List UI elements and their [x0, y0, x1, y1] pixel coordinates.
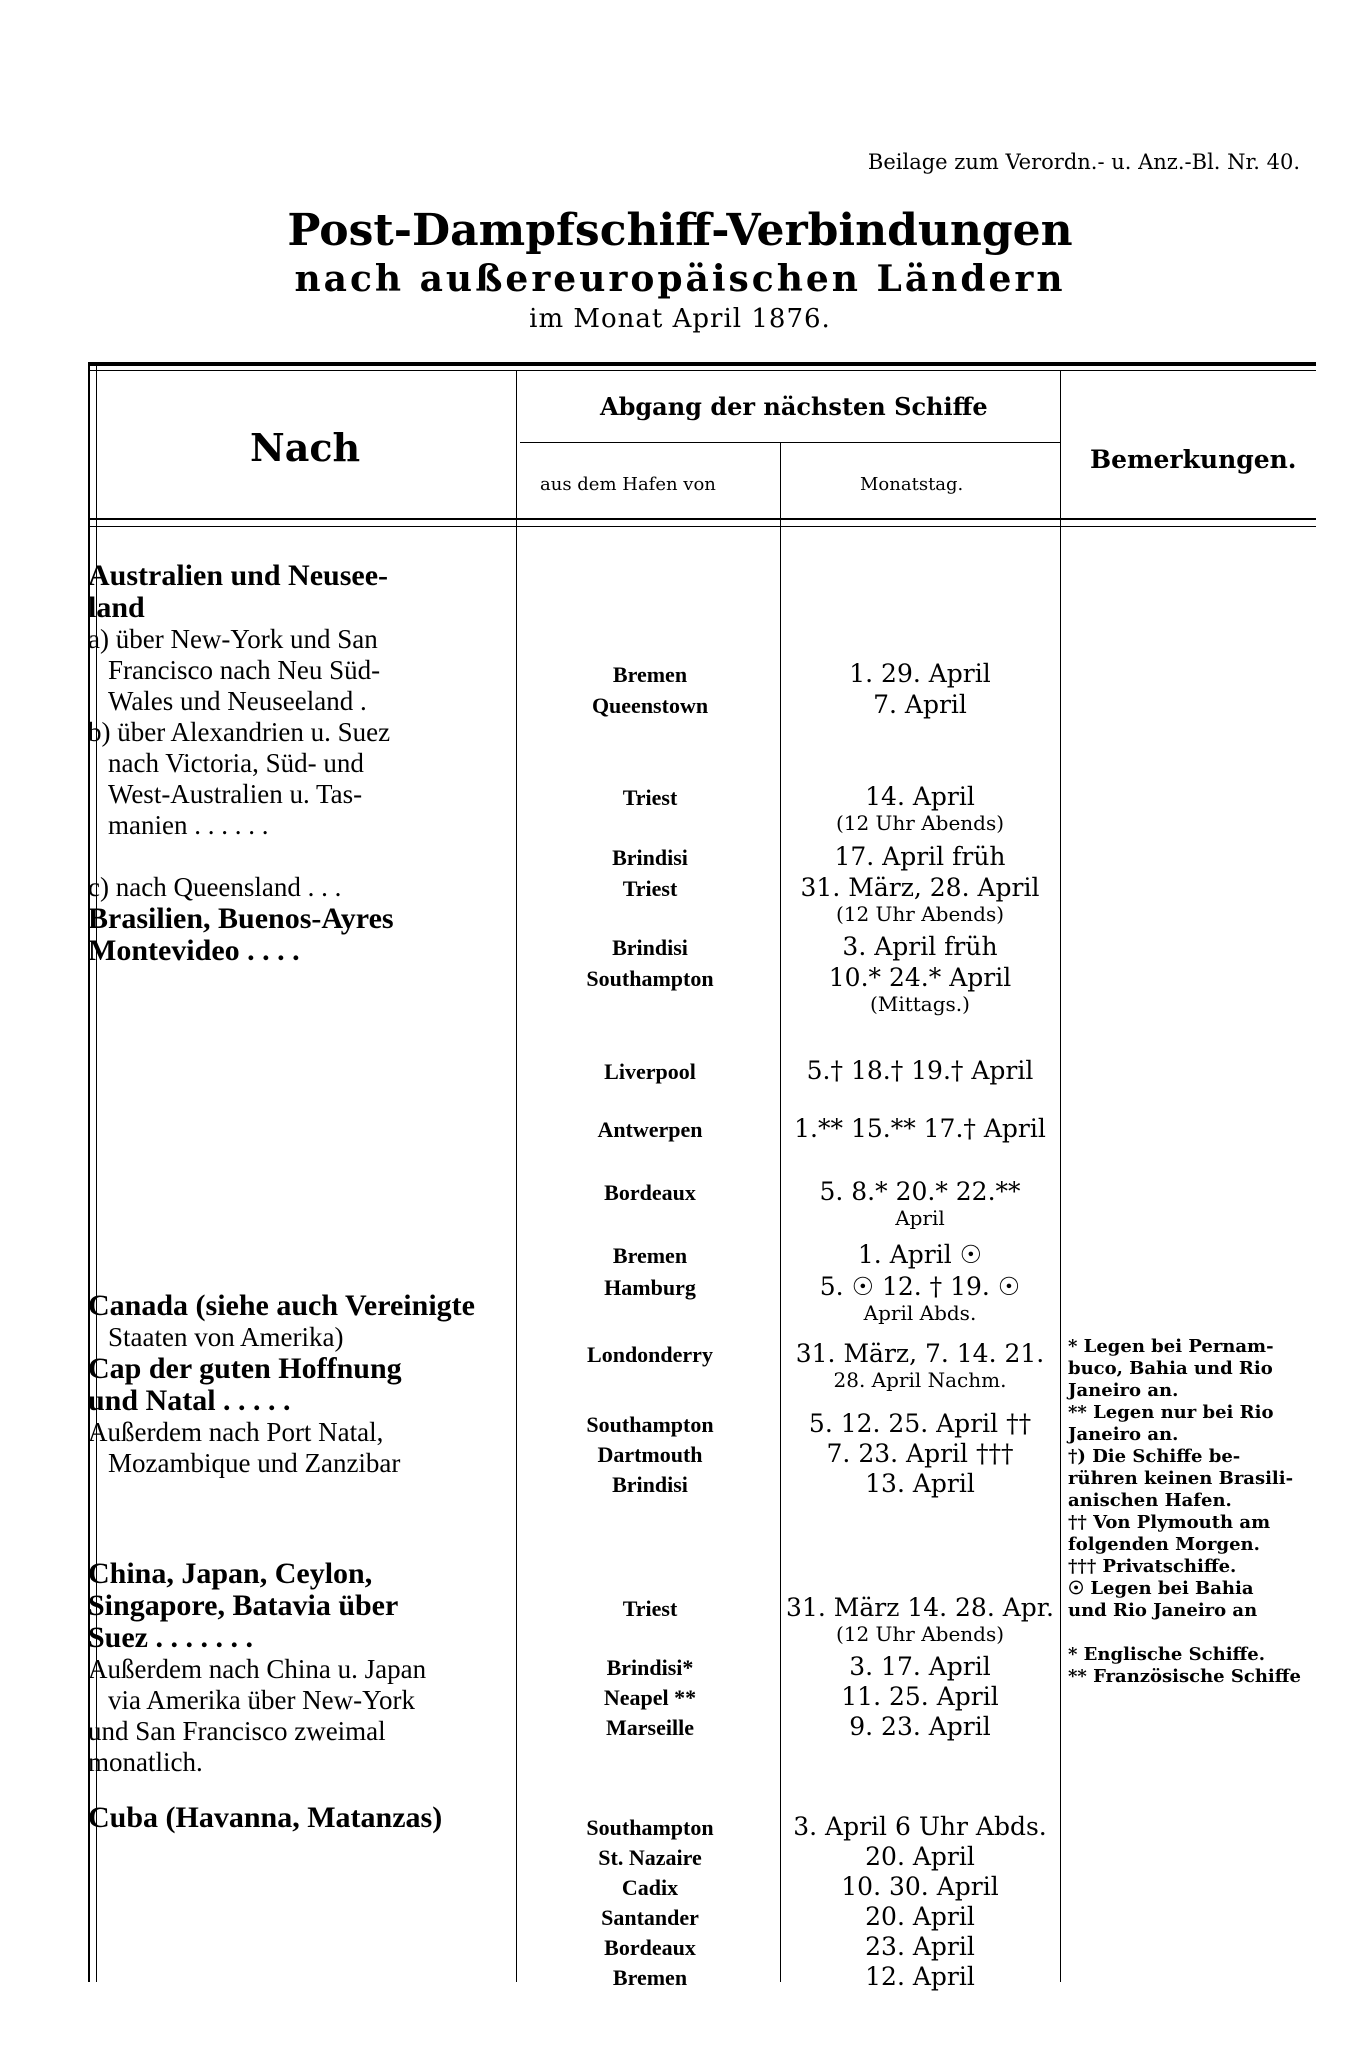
departure-day-note: (12 Uhr Abends): [835, 902, 1005, 926]
departure-day-text: 1. 29. April: [849, 659, 991, 688]
departure-port: Santander: [601, 1905, 699, 1930]
departure-day: [780, 1114, 1060, 1143]
remark-line: ** Legen nur bei Rio: [1068, 1402, 1274, 1423]
destination-line: Singapore, Batavia über: [88, 1589, 399, 1622]
column-divider-3: [1060, 370, 1061, 1982]
destination-line: und San Francisco zweimal: [88, 1716, 386, 1746]
departure-day: [780, 1932, 1060, 1961]
departure-day: [780, 659, 1060, 688]
departure-port: Bordeaux: [604, 1180, 696, 1205]
departure-day: [780, 842, 1060, 871]
departure-day: [780, 1682, 1060, 1711]
departure-port: Londonderry: [587, 1342, 713, 1367]
departure-day-note: April: [895, 1206, 945, 1230]
departure-day-text: 5. 12. 25. April ††: [808, 1409, 1032, 1438]
departure-day-text: 31. März 14. 28. Apr.: [786, 1593, 1054, 1622]
departure-port: St. Nazaire: [598, 1845, 702, 1870]
departure-day-text: 20. April: [865, 1902, 975, 1931]
destination-line: Wales und Neuseeland .: [108, 686, 367, 716]
destination-line: Cuba (Havanna, Matanzas): [88, 1801, 443, 1834]
departure-day: [780, 1842, 1060, 1871]
departure-day: [780, 1902, 1060, 1931]
departure-day: [780, 1272, 1060, 1325]
departure-day: [780, 1652, 1060, 1681]
header-abgang: Abgang der nächsten Schiffe: [600, 392, 988, 421]
remark-line: folgenden Morgen.: [1068, 1534, 1260, 1555]
departure-day: [780, 1339, 1060, 1392]
departure-day-text: 3. April früh: [842, 932, 998, 961]
departure-port: Bremen: [612, 1965, 688, 1990]
departure-day-text: 7. 23. April †††: [826, 1439, 1014, 1468]
destination-line: nach Victoria, Süd- und: [108, 748, 364, 778]
destination-line: c) nach Queensland . . .: [88, 872, 342, 902]
departure-day-text: 5.† 18.† 19.† April: [806, 1056, 1034, 1085]
remark-line: ☉ Legen bei Bahia: [1068, 1578, 1254, 1599]
departure-day-text: 20. April: [865, 1842, 975, 1871]
departure-day: [780, 1872, 1060, 1901]
departure-port: Bremen: [612, 1243, 688, 1268]
destination-line: Australien und Neusee-: [88, 559, 389, 592]
remark-line: Janeiro an.: [1068, 1380, 1179, 1401]
departure-day-text: 3. April 6 Uhr Abds.: [793, 1812, 1047, 1841]
destination-line: West-Australien u. Tas-: [108, 779, 363, 809]
departure-day-text: 10.* 24.* April: [828, 963, 1012, 992]
departure-day-note: (12 Uhr Abends): [835, 1622, 1005, 1646]
departure-day-text: 5. ☉ 12. † 19. ☉: [819, 1272, 1021, 1301]
remark-line: ** Französische Schiffe: [1068, 1666, 1301, 1687]
departure-port: Dartmouth: [597, 1442, 703, 1467]
departure-day-text: 23. April: [865, 1932, 975, 1961]
destination-line: manien . . . . . .: [108, 810, 269, 840]
departure-day: [780, 1712, 1060, 1741]
departure-day: [780, 1812, 1060, 1841]
departure-day: [780, 1056, 1060, 1085]
departure-day: [780, 782, 1060, 835]
remark-line: * Englische Schiffe.: [1068, 1644, 1266, 1665]
departure-port: Southampton: [586, 1412, 714, 1437]
departure-port: Brindisi: [612, 845, 688, 870]
destination-line: [88, 841, 483, 872]
table-top-rule: [88, 362, 1316, 366]
departure-port: Brindisi*: [606, 1655, 694, 1680]
page-subtitle: nach außereuropäischen Ländern: [294, 258, 1066, 300]
departure-port: Triest: [622, 876, 678, 901]
destination-line: Außerdem nach China u. Japan: [88, 1654, 427, 1684]
departure-day-text: 17. April früh: [834, 842, 1006, 871]
destination-line: a) über New-York und San: [88, 624, 378, 654]
remark-line: anischen Hafen.: [1068, 1490, 1232, 1511]
remark-line: ††† Privatschiffe.: [1068, 1556, 1237, 1577]
departure-day-note: (Mittags.): [870, 992, 970, 1016]
departure-day-text: 31. März, 28. April: [800, 873, 1040, 902]
departure-port: Southampton: [586, 1815, 714, 1840]
departure-day-text: 12. April: [865, 1962, 975, 1991]
departure-port: Brindisi: [612, 1472, 688, 1497]
destination-line: land: [88, 591, 145, 624]
departure-day-text: 10. 30. April: [841, 1872, 999, 1901]
departure-day-note: April Abds.: [863, 1301, 977, 1325]
departure-day-text: 7. April: [873, 690, 967, 719]
destination-line: Mozambique und Zanzibar: [108, 1448, 401, 1478]
departure-day: [780, 1439, 1060, 1468]
departure-day-text: 13. April: [865, 1469, 975, 1498]
departure-day-note: 28. April Nachm.: [833, 1368, 1007, 1392]
departure-day: [780, 1240, 1060, 1269]
destination-line: Brasilien, Buenos-Ayres: [88, 902, 394, 935]
departure-port: Triest: [622, 785, 678, 810]
header-bottom-rule: [88, 518, 1316, 520]
departure-day-text: 11. 25. April: [841, 1682, 999, 1711]
page-title: Post-Dampfschiff-Verbindungen: [287, 205, 1073, 256]
departure-port: Antwerpen: [597, 1117, 703, 1142]
departure-port: Neapel **: [603, 1685, 697, 1710]
destination-line: Suez . . . . . . .: [88, 1621, 253, 1654]
remark-line: und Rio Janeiro an: [1068, 1600, 1258, 1621]
header-hafen: aus dem Hafen von: [540, 474, 716, 495]
header-nach: Nach: [250, 425, 361, 470]
departure-port: Queenstown: [591, 693, 709, 718]
table-top-rule-thin: [88, 370, 1316, 371]
destination-line: monatlich.: [88, 1747, 203, 1777]
remark-line: Janeiro an.: [1068, 1424, 1179, 1445]
destination-line: China, Japan, Ceylon,: [88, 1557, 373, 1590]
departure-port: Triest: [622, 1596, 678, 1621]
departure-port: Liverpool: [604, 1059, 696, 1084]
departure-day-text: 31. März, 7. 14. 21.: [795, 1339, 1045, 1368]
departure-port: Cadix: [621, 1875, 679, 1900]
departure-day: [780, 690, 1060, 719]
remarks-column: [1068, 1336, 1328, 1688]
departure-port: Hamburg: [604, 1275, 696, 1300]
departure-port: Brindisi: [612, 935, 688, 960]
remark-line: †† Von Plymouth am: [1068, 1512, 1271, 1533]
departure-day: [780, 1469, 1060, 1498]
destination-line: via Amerika über New-York: [108, 1685, 415, 1715]
remark-line: * Legen bei Pernam-: [1068, 1336, 1274, 1357]
supplement-reference: Beilage zum Verordn.- u. Anz.-Bl. Nr. 40.: [867, 150, 1300, 174]
departure-port: Marseille: [606, 1715, 694, 1740]
departure-day-text: 14. April: [865, 782, 975, 811]
destination-line: und Natal . . . . .: [88, 1384, 291, 1417]
destination-line: Francisco nach Neu Süd-: [108, 655, 381, 685]
departure-port: Bordeaux: [604, 1935, 696, 1960]
destination-line: b) über Alexandrien u. Suez: [88, 717, 391, 747]
destination-cuba: [88, 1802, 483, 1834]
departure-day: [780, 873, 1060, 926]
column-divider-1: [516, 370, 517, 1982]
departure-day-note: (12 Uhr Abends): [835, 811, 1005, 835]
destination-line: Staaten von Amerika): [108, 1322, 344, 1352]
departure-day: [780, 1409, 1060, 1438]
header-bottom-rule-2: [88, 526, 1316, 527]
destinations-block-2: [88, 1290, 483, 1479]
destination-line: Außerdem nach Port Natal,: [88, 1417, 384, 1447]
departure-day-text: 1. April ☉: [857, 1240, 983, 1269]
header-divider: [520, 442, 1060, 443]
departure-port: Southampton: [586, 966, 714, 991]
destination-line: Canada (siehe auch Vereinigte: [88, 1289, 475, 1322]
departure-day: [780, 932, 1060, 961]
departure-day: [780, 1177, 1060, 1230]
page-date-line: im Monat April 1876.: [529, 304, 831, 334]
departure-port: Bremen: [612, 662, 688, 687]
departure-day-text: 3. 17. April: [849, 1652, 991, 1681]
departure-day-text: 5. 8.* 20.* 22.**: [819, 1177, 1021, 1206]
destination-line: Cap der guten Hoffnung: [88, 1352, 402, 1385]
departure-day: [780, 1593, 1060, 1646]
header-monatstag: Monatstag.: [860, 474, 964, 495]
destinations-block-1: [88, 560, 483, 967]
remark-line: buco, Bahia und Rio: [1068, 1358, 1273, 1379]
remark-line: rühren keinen Brasili-: [1068, 1468, 1294, 1489]
destination-line: Montevideo . . . .: [88, 934, 300, 967]
header-bemerkungen: Bemerkungen.: [1090, 445, 1297, 474]
destinations-block-3: [88, 1558, 483, 1778]
departure-day-text: 1.** 15.** 17.† April: [794, 1114, 1046, 1143]
departure-day: [780, 1962, 1060, 1991]
departure-day-text: 9. 23. April: [849, 1712, 991, 1741]
remark-line: [1068, 1622, 1328, 1644]
remark-line: †) Die Schiffe be-: [1068, 1446, 1241, 1467]
departure-day: [780, 963, 1060, 1016]
